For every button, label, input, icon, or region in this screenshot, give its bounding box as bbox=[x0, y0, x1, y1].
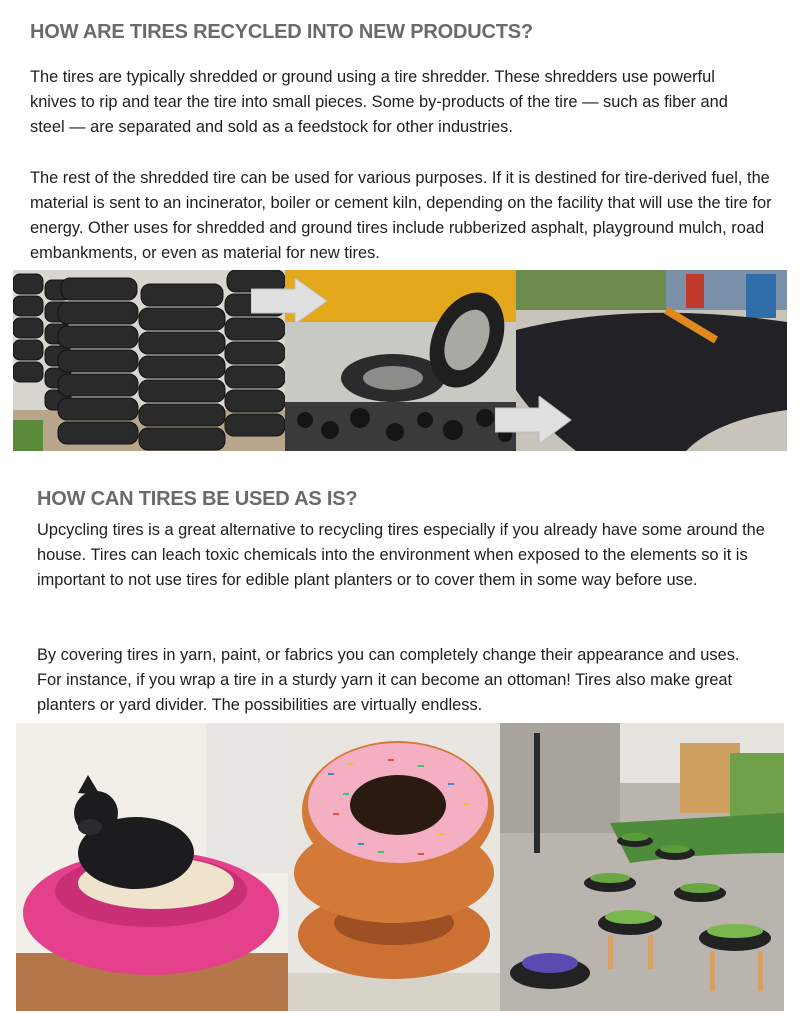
recycling-photo-strip bbox=[13, 270, 787, 451]
upcycling-photo-strip bbox=[16, 723, 784, 1011]
paragraph-shredded-uses: The rest of the shredded tire can be used for various purposes. If it is destined for tire-derived fuel, the material is sent to an incinerator, boiler or cement kiln, depending on the facility that will use the tire for energy. Other uses for shredded and ground tires include rubberized asphalt, playground mulch, road embankments, or even as material for new tires. bbox=[30, 169, 772, 262]
paragraph-covering-tires: By covering tires in yarn, paint, or fabrics you can completely change their appearance and uses. For instance, if you wrap a tire in a sturdy yarn it can become an ottoman! Tires also make great planters or yard divider. The possibilities are virtually endless. bbox=[37, 646, 740, 714]
donut-painted-tires-photo bbox=[288, 723, 500, 1011]
section-heading-recycled: HOW ARE TIRES RECYCLED INTO NEW PRODUCTS? bbox=[30, 21, 533, 43]
arrow-right-icon bbox=[251, 278, 329, 324]
arrow-right-icon bbox=[495, 396, 573, 444]
stacked-tires-photo bbox=[13, 270, 285, 451]
paragraph-shredding: The tires are typically shredded or ground using a tire shredder. These shredders use powerful knives to rip and tear the tire into small pieces. Some by-products of the tire — such as fiber and steel — are separated and sold as a feedstock for other industries. bbox=[30, 68, 728, 136]
paragraph-upcycling: Upcycling tires is a great alternative to recycling tires especially if you already have some around the house. Tires can leach toxic chemicals into the environment when exposed to the elements so it is important to not use tires for edible plant planters or to cover them in some way before use. bbox=[37, 521, 765, 589]
section-heading-used-as-is: HOW CAN TIRES BE USED AS IS? bbox=[37, 488, 358, 510]
pink-tire-dog-bed-photo bbox=[16, 723, 288, 1011]
tire-planter-stools-photo bbox=[500, 723, 784, 1011]
